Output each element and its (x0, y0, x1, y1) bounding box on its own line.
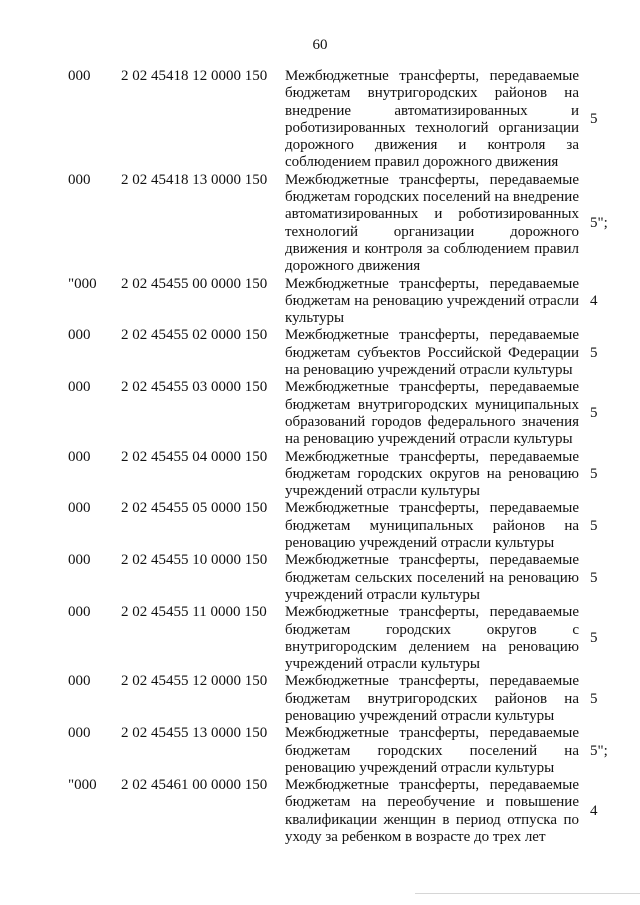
admin-code: "000 (68, 777, 97, 794)
table-row (0, 604, 640, 673)
budget-classification-code: 2 02 45418 12 0000 150 (121, 68, 268, 84)
admin-code: 000 (68, 725, 91, 742)
level-number: 5"; (590, 215, 608, 232)
budget-classification-code: 2 02 45455 11 0000 150 (121, 604, 267, 621)
budget-classification-table (0, 68, 640, 846)
budget-classification-code: 2 02 45455 02 0000 150 (121, 327, 268, 344)
budget-classification-code: 2 02 45418 13 0000 150 (121, 171, 268, 188)
admin-code: 000 (68, 604, 91, 621)
level-number: 4 (590, 803, 598, 820)
revenue-description: Межбюджетные трансферты, передаваемые бюджетам субъектов Российской Федерации на реновацию учреждений отрасли культуры (285, 327, 579, 379)
budget-classification-code: 2 02 45455 00 0000 150 (121, 275, 268, 292)
budget-classification-code: 2 02 45455 05 0000 150 (121, 500, 268, 517)
revenue-description: Межбюджетные трансферты, передаваемые бюджетам внутригородских районов на реновацию учреждений отрасли культуры (285, 673, 579, 724)
budget-classification-code: 2 02 45461 00 0000 150 (121, 777, 268, 794)
admin-code: 000 (68, 68, 91, 84)
table-row (0, 725, 640, 777)
table-row (0, 500, 640, 552)
table-row (0, 276, 640, 328)
level-number: 5 (590, 517, 598, 534)
revenue-description: Межбюджетные трансферты, передаваемые бюджетам муниципальных районов на реновацию учреждений отрасли культуры (285, 500, 579, 552)
table-row (0, 327, 640, 379)
table-row (0, 777, 640, 846)
budget-classification-code: 2 02 45455 10 0000 150 (121, 552, 268, 569)
admin-code: 000 (68, 448, 91, 465)
revenue-description: Межбюджетные трансферты, передаваемые бюджетам городских округов с внутригородским делением на реновацию учреждений отрасли культуры (285, 604, 579, 673)
revenue-description: Межбюджетные трансферты, передаваемые бюджетам внутригородских муниципальных образований городов федерального значения на реновацию учреждений отрасли культуры (285, 379, 579, 448)
bottom-scan-edge-divider (415, 893, 640, 894)
budget-classification-code: 2 02 45455 04 0000 150 (121, 448, 268, 465)
revenue-description: Межбюджетные трансферты, передаваемые бюджетам городских поселений на реновацию учреждений отрасли культуры (285, 725, 579, 776)
revenue-description: Межбюджетные трансферты, передаваемые бюджетам городских округов на реновацию учреждений отрасли культуры (285, 448, 579, 500)
level-number: 5 (590, 690, 598, 707)
table-row (0, 379, 640, 448)
table-row (0, 172, 640, 276)
revenue-description: Межбюджетные трансферты, передаваемые бюджетам городских поселений на внедрение автоматизированных и роботизированных технологий организации дорожного движения и контроля за соблюдением правил дорожного движения (285, 171, 579, 275)
admin-code: 000 (68, 327, 91, 344)
level-number: 5 (590, 569, 598, 586)
budget-classification-code: 2 02 45455 03 0000 150 (121, 379, 268, 396)
revenue-description: Межбюджетные трансферты, передаваемые бюджетам внутригородских районов на внедрение автоматизированных и роботизированных технологий организации дорожного движения и контроля за соблюдением правил дорожного движения (285, 68, 579, 171)
level-number: 5 (590, 405, 598, 422)
table-row (0, 449, 640, 501)
level-number: 5"; (590, 742, 608, 759)
revenue-description: Межбюджетные трансферты, передаваемые бюджетам на реновацию учреждений отрасли культуры (285, 275, 579, 327)
revenue-description: Межбюджетные трансферты, передаваемые бюджетам на переобучение и повышение квалификации женщин в период отпуска по уходу за ребенком в возрасте до трех лет (285, 777, 579, 846)
level-number: 4 (590, 292, 598, 309)
table-row (0, 552, 640, 604)
level-number: 5 (590, 111, 598, 128)
level-number: 5 (590, 630, 598, 647)
admin-code: 000 (68, 500, 91, 517)
admin-code: "000 (68, 275, 97, 292)
budget-classification-code: 2 02 45455 13 0000 150 (121, 725, 268, 742)
revenue-description: Межбюджетные трансферты, передаваемые бюджетам сельских поселений на реновацию учреждений отрасли культуры (285, 552, 579, 603)
level-number: 5 (590, 344, 598, 361)
table-row (0, 673, 640, 725)
admin-code: 000 (68, 673, 91, 690)
level-number: 5 (590, 465, 598, 482)
admin-code: 000 (68, 552, 91, 569)
admin-code: 000 (68, 379, 91, 396)
admin-code: 000 (68, 171, 91, 188)
budget-classification-code: 2 02 45455 12 0000 150 (121, 673, 268, 690)
page-number: 60 (312, 37, 328, 53)
table-row (0, 68, 640, 172)
